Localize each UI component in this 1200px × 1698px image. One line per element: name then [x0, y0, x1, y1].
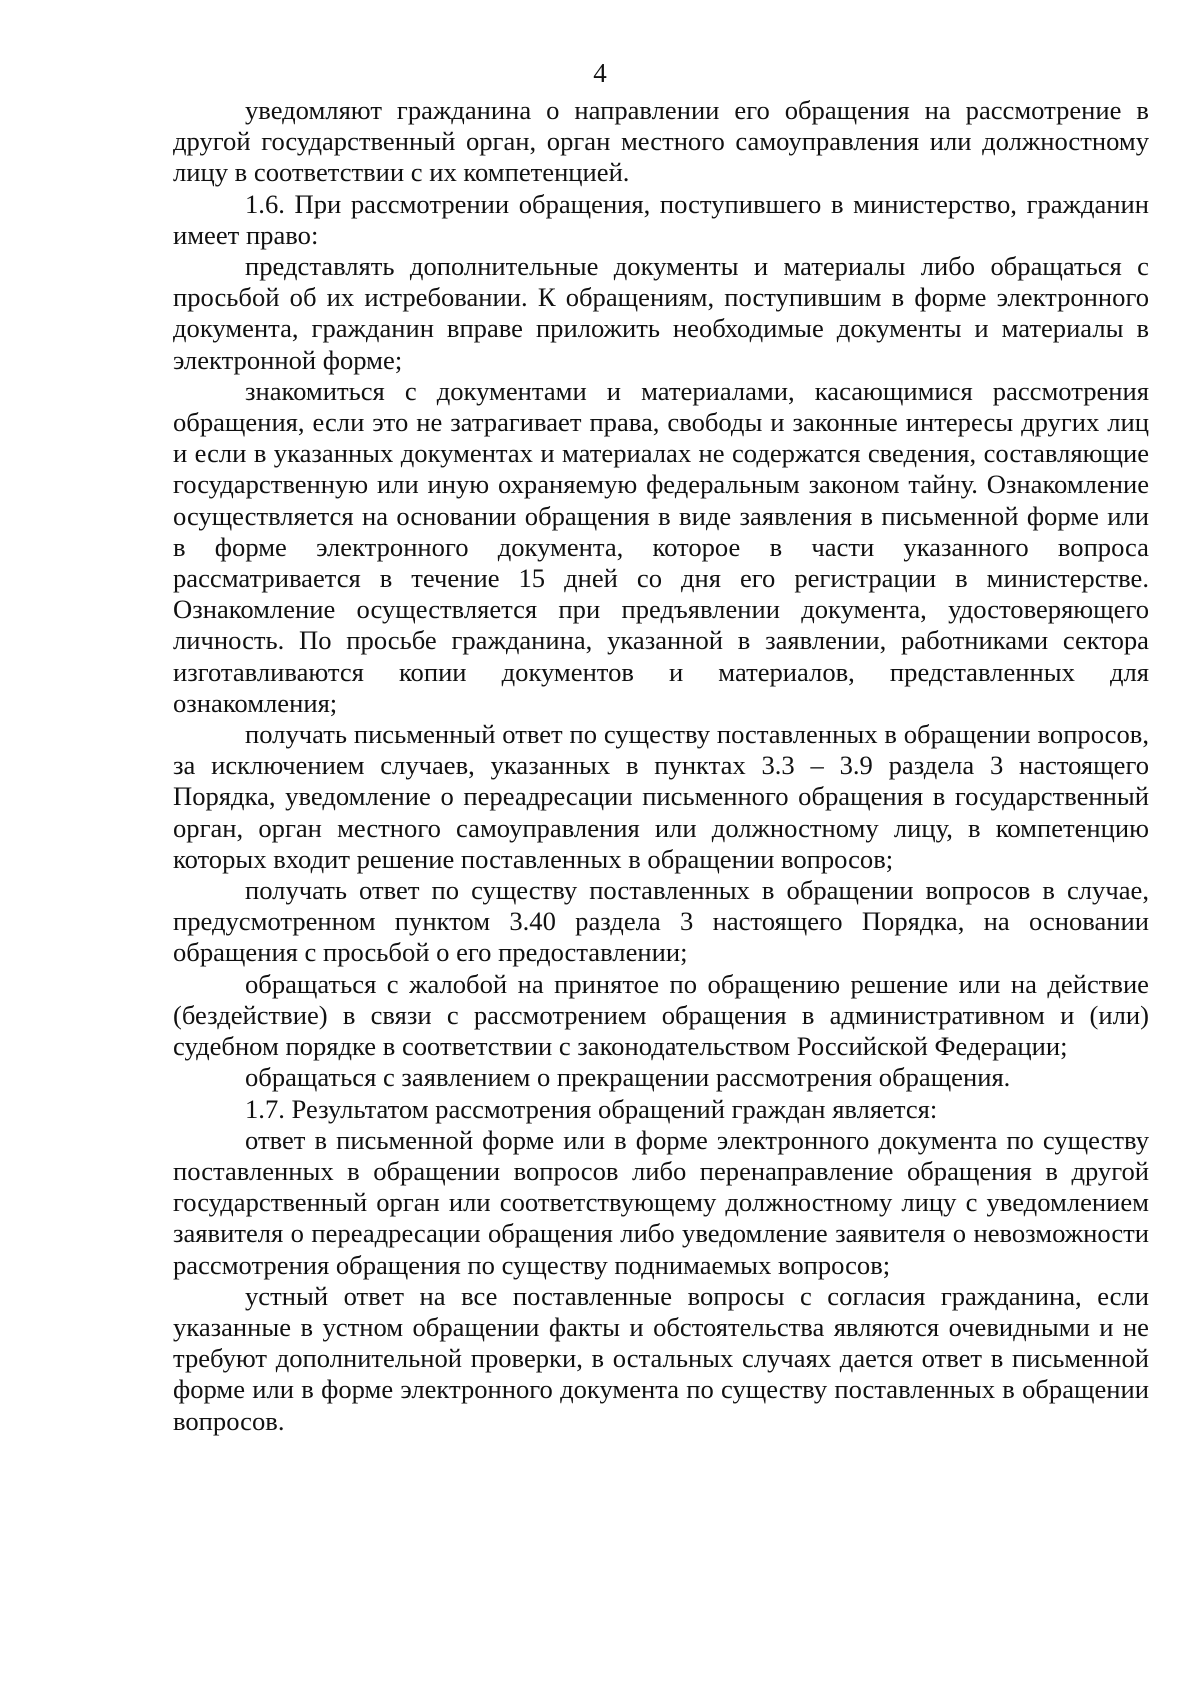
paragraph-right-answer-on-request: получать ответ по существу поставленных в обращении вопросов в случае, предусмотренном пунктом 3.40 раздела 3 настоящего Порядка, на основании обращения с просьбой о его предоставлении; — [173, 875, 1149, 968]
paragraph-notification-redirect: уведомляют гражданина о направлении его обращения на рассмотрение в другой государственный орган, орган местного самоуправления или должностному лицу в соответствии с их компетенцией. — [173, 95, 1149, 188]
page-number: 4 — [593, 58, 607, 88]
paragraph-1-6-citizen-rights: 1.6. При рассмотрении обращения, поступившего в министерство, гражданин имеет право: — [173, 188, 1149, 250]
paragraph-right-terminate-review: обращаться с заявлением о прекращении рассмотрения обращения. — [245, 1062, 1011, 1093]
paragraph-right-complaint: обращаться с жалобой на принятое по обращению решение или на действие (бездействие) в связи с рассмотрением обращения в административном и (или) судебном порядке в соответствии с законодательством Российской Федерации; — [173, 968, 1149, 1062]
document-body — [173, 95, 1149, 1437]
paragraph-right-written-answer: получать письменный ответ по существу поставленных в обращении вопросов, за исключением случаев, указанных в пунктах 3.3 – 3.9 раздела 3 настоящего Порядка, уведомление о переадресации письменного обращения в государственный орган, орган местного самоуправления или должностному лицу, в компетенцию которых входит решение поставленных в обращении вопросов; — [173, 719, 1149, 874]
paragraph-1-7-result: 1.7. Результатом рассмотрения обращений граждан является: — [245, 1093, 938, 1124]
paragraph-right-submit-documents: представлять дополнительные документы и материалы либо обращаться с просьбой об их истребовании. К обращениям, поступившим в форме электронного документа, гражданин вправе приложить необходимые документы и материалы в электронной форме; — [173, 251, 1149, 375]
paragraph-result-oral-answer: устный ответ на все поставленные вопросы с согласия гражданина, если указанные в устном обращении факты и обстоятельства являются очевидными и не требуют дополнительной проверки, в остальных случаях дается ответ в письменной форме или в форме электронного документа по существу поставленных в обращении вопросов. — [173, 1280, 1149, 1436]
paragraph-result-written-answer: ответ в письменной форме или в форме электронного документа по существу поставленных в обращении вопросов либо перенаправление обращения в другой государственный орган или соответствующему должностному лицу с уведомлением заявителя о переадресации обращения либо уведомление заявителя о невозможности рассмотрения обращения по существу поднимаемых вопросов; — [173, 1124, 1149, 1280]
paragraph-right-review-materials: знакомиться с документами и материалами, касающимися рассмотрения обращения, если это не затрагивает права, свободы и законные интересы других лиц и если в указанных документах и материалах не содержатся сведения, составляющие государственную или иную охраняемую федеральным законом тайну. Ознакомление осуществляется на основании обращения в виде заявления в письменной форме или в форме электронного документа, которое в части указанного вопроса рассматривается в течение 15 дней со дня его регистрации в министерстве. Ознакомление осуществляется при предъявлении документа, удостоверяющего личность. По просьбе гражданина, указанной в заявлении, работниками сектора изготавливаются копии документов и материалов, представленных для ознакомления; — [173, 375, 1149, 718]
